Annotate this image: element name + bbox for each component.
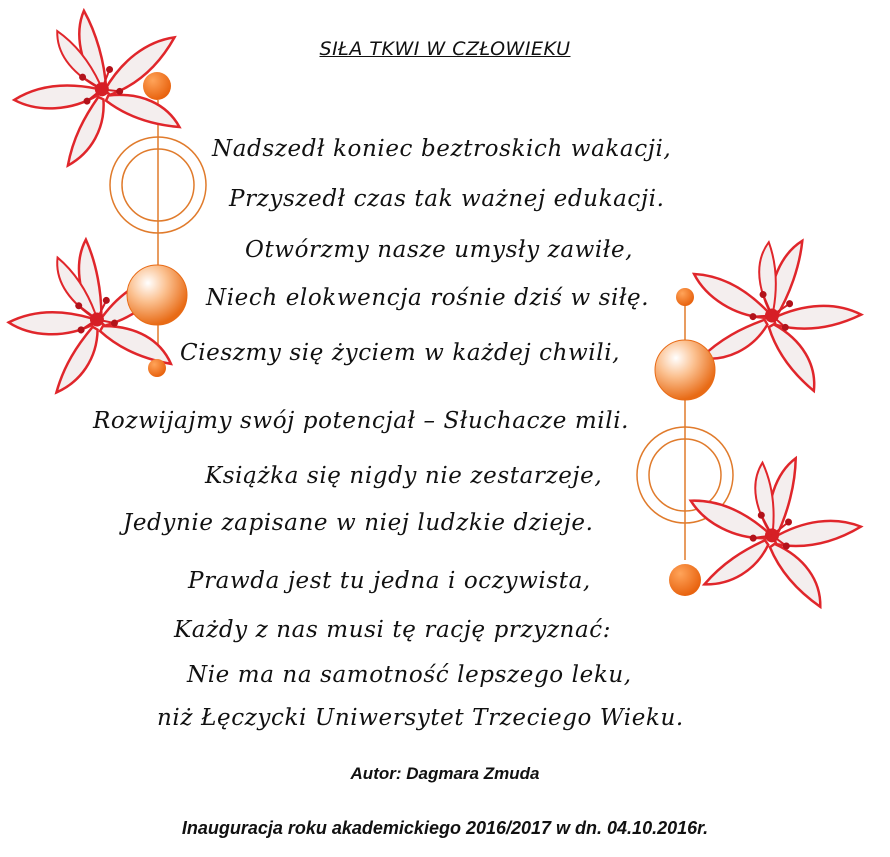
poem-line-1: Nadszedł koniec beztroskich wakacji, <box>212 136 672 162</box>
poem-line-9: Prawda jest tu jedna i oczywista, <box>188 568 591 594</box>
poem-line-2: Przyszedł czas tak ważnej edukacji. <box>229 186 665 212</box>
poem-line-11: Nie ma na samotność lepszego leku, <box>187 662 632 688</box>
poem-title: SIŁA TKWI W CZŁOWIEKU <box>319 38 571 60</box>
orange-bead-icon <box>127 265 187 325</box>
poem-line-8: Jedynie zapisane w niej ludzkie dzieje. <box>123 510 594 536</box>
poem-line-4: Niech elokwencja rośnie dziś w siłę. <box>206 285 650 311</box>
author-credit: Autor: Dagmara Zmuda <box>350 764 540 783</box>
poem-line-12: niż Łęczycki Uniwersytet Trzeciego Wieku. <box>157 705 684 731</box>
orange-bead-icon <box>669 564 701 596</box>
lily-flower-icon <box>677 442 871 612</box>
poem-line-7: Książka się nigdy nie zestarzeje, <box>205 463 603 489</box>
orange-bead-icon <box>655 340 715 400</box>
poem-line-3: Otwórzmy nasze umysły zawiłe, <box>245 237 634 263</box>
poem-line-10: Każdy z nas musi tę rację przyznać: <box>174 617 612 643</box>
event-footer: Inauguracja roku akademickiego 2016/2017 w dn. 04.10.2016r. <box>181 818 709 838</box>
orange-bead-icon <box>676 288 694 306</box>
orange-bead-icon <box>148 359 166 377</box>
orange-bead-icon <box>143 72 171 100</box>
poem-line-6: Rozwijajmy swój potencjał – Słuchacze mili. <box>93 408 630 434</box>
lily-flower-icon <box>0 0 204 177</box>
poem-line-5: Cieszmy się życiem w każdej chwili, <box>180 340 621 366</box>
